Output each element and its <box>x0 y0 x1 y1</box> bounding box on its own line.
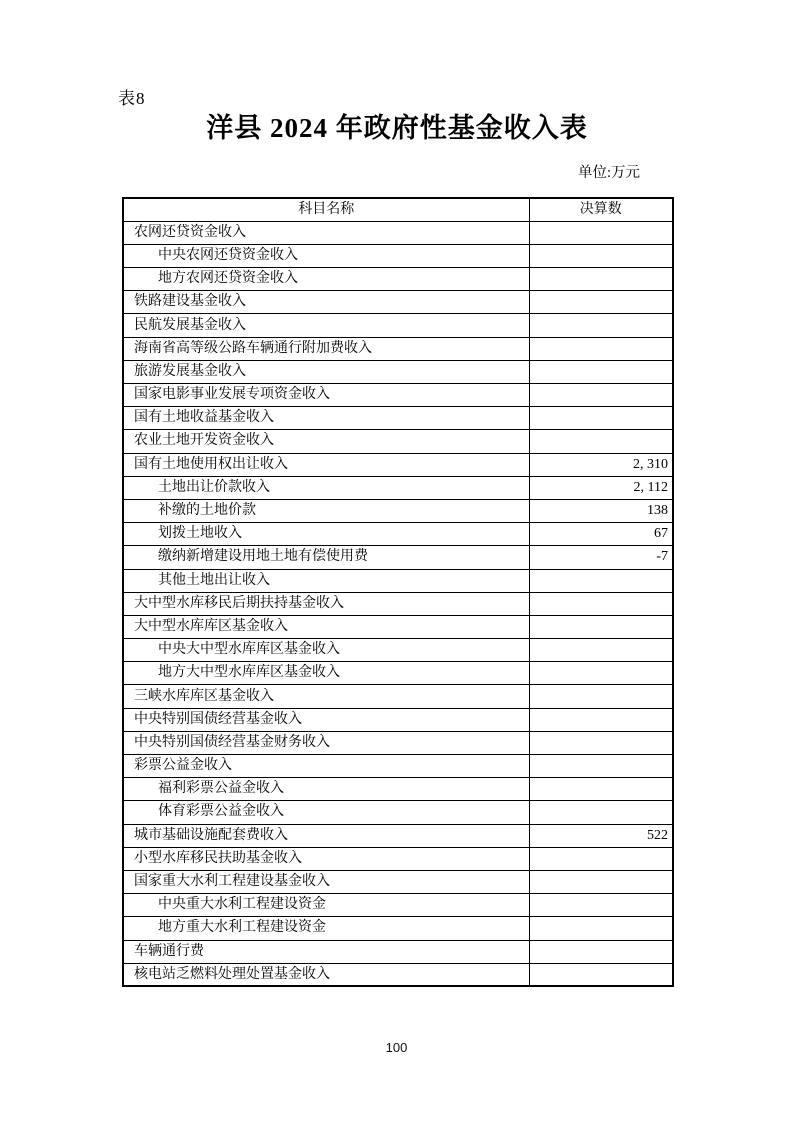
amount-cell <box>529 337 673 360</box>
fund-revenue-table <box>122 197 674 987</box>
table-row <box>123 662 673 685</box>
table-row <box>123 244 673 267</box>
amount-cell <box>529 221 673 244</box>
amount-cell <box>529 847 673 870</box>
amount-cell <box>529 268 673 291</box>
table-row <box>123 801 673 824</box>
amount-cell <box>529 801 673 824</box>
subject-name-cell: 农业土地开发资金收入 <box>123 430 529 453</box>
table-row <box>123 430 673 453</box>
subject-name-cell: 补缴的土地价款 <box>123 499 529 522</box>
table-row <box>123 917 673 940</box>
table-header-row <box>123 198 673 221</box>
subject-name-cell: 缴纳新增建设用地土地有偿使用费 <box>123 546 529 569</box>
subject-name-cell: 体育彩票公益金收入 <box>123 801 529 824</box>
amount-cell <box>529 662 673 685</box>
table-row <box>123 499 673 522</box>
table-row <box>123 731 673 754</box>
table-row <box>123 384 673 407</box>
table-row <box>123 221 673 244</box>
table-row <box>123 963 673 986</box>
table-row <box>123 824 673 847</box>
subject-name-cell: 中央农网还贷资金收入 <box>123 244 529 267</box>
subject-name-cell: 地方农网还贷资金收入 <box>123 268 529 291</box>
table-row <box>123 337 673 360</box>
table-number-label: 表8 <box>118 89 146 108</box>
amount-cell <box>529 963 673 986</box>
subject-name-cell: 中央特别国债经营基金财务收入 <box>123 731 529 754</box>
subject-name-cell: 中央大中型水库库区基金收入 <box>123 639 529 662</box>
subject-name-cell: 核电站乏燃料处理处置基金收入 <box>123 963 529 986</box>
table-row <box>123 569 673 592</box>
subject-name-cell: 土地出让价款收入 <box>123 476 529 499</box>
amount-cell: 2, 310 <box>529 453 673 476</box>
amount-cell <box>529 592 673 615</box>
amount-cell: 2, 112 <box>529 476 673 499</box>
table-row <box>123 639 673 662</box>
table-body <box>123 221 673 986</box>
amount-cell <box>529 894 673 917</box>
subject-name-cell: 民航发展基金收入 <box>123 314 529 337</box>
amount-cell <box>529 407 673 430</box>
subject-name-cell: 农网还贷资金收入 <box>123 221 529 244</box>
subject-name-cell: 中央重大水利工程建设资金 <box>123 894 529 917</box>
amount-cell <box>529 755 673 778</box>
subject-name-cell: 国有土地收益基金收入 <box>123 407 529 430</box>
subject-name-cell: 旅游发展基金收入 <box>123 360 529 383</box>
table-row <box>123 708 673 731</box>
amount-cell: -7 <box>529 546 673 569</box>
subject-name-cell: 彩票公益金收入 <box>123 755 529 778</box>
subject-name-cell: 大中型水库库区基金收入 <box>123 615 529 638</box>
amount-cell <box>529 569 673 592</box>
subject-name-cell: 海南省高等级公路车辆通行附加费收入 <box>123 337 529 360</box>
amount-cell <box>529 384 673 407</box>
table-row <box>123 360 673 383</box>
page-title: 洋县 2024 年政府性基金收入表 <box>206 113 588 143</box>
subject-name-cell: 城市基础设施配套费收入 <box>123 824 529 847</box>
subject-name-cell: 国家重大水利工程建设基金收入 <box>123 870 529 893</box>
amount-cell <box>529 731 673 754</box>
amount-cell <box>529 940 673 963</box>
subject-name-cell: 地方重大水利工程建设资金 <box>123 917 529 940</box>
amount-cell: 138 <box>529 499 673 522</box>
subject-name-cell: 福利彩票公益金收入 <box>123 778 529 801</box>
table-row <box>123 870 673 893</box>
amount-cell <box>529 917 673 940</box>
subject-name-cell: 国有土地使用权出让收入 <box>123 453 529 476</box>
table-row <box>123 847 673 870</box>
table-row <box>123 268 673 291</box>
amount-cell <box>529 430 673 453</box>
subject-name-cell: 国家电影事业发展专项资金收入 <box>123 384 529 407</box>
table-row <box>123 291 673 314</box>
subject-name-cell: 大中型水库移民后期扶持基金收入 <box>123 592 529 615</box>
page-number: 100 <box>385 1040 408 1055</box>
amount-cell <box>529 615 673 638</box>
subject-name-cell: 划拨土地收入 <box>123 523 529 546</box>
table-row <box>123 778 673 801</box>
amount-cell <box>529 685 673 708</box>
amount-cell: 522 <box>529 824 673 847</box>
amount-cell: 67 <box>529 523 673 546</box>
amount-cell <box>529 244 673 267</box>
table-row <box>123 314 673 337</box>
column-header-amount: 决算数 <box>529 198 673 221</box>
table-row <box>123 546 673 569</box>
amount-cell <box>529 291 673 314</box>
table-row <box>123 453 673 476</box>
table-row <box>123 615 673 638</box>
subject-name-cell: 小型水库移民扶助基金收入 <box>123 847 529 870</box>
amount-cell <box>529 360 673 383</box>
subject-name-cell: 三峡水库库区基金收入 <box>123 685 529 708</box>
subject-name-cell: 中央特别国债经营基金收入 <box>123 708 529 731</box>
subject-name-cell: 其他土地出让收入 <box>123 569 529 592</box>
amount-cell <box>529 708 673 731</box>
subject-name-cell: 地方大中型水库库区基金收入 <box>123 662 529 685</box>
table-row <box>123 407 673 430</box>
unit-label: 单位:万元 <box>577 165 640 181</box>
table-row <box>123 476 673 499</box>
table-row <box>123 894 673 917</box>
amount-cell <box>529 639 673 662</box>
table-row <box>123 592 673 615</box>
table-row <box>123 755 673 778</box>
table-row <box>123 523 673 546</box>
subject-name-cell: 铁路建设基金收入 <box>123 291 529 314</box>
amount-cell <box>529 870 673 893</box>
subject-name-cell: 车辆通行费 <box>123 940 529 963</box>
amount-cell <box>529 314 673 337</box>
table-row <box>123 685 673 708</box>
table-row <box>123 940 673 963</box>
amount-cell <box>529 778 673 801</box>
column-header-subject: 科目名称 <box>123 198 529 221</box>
